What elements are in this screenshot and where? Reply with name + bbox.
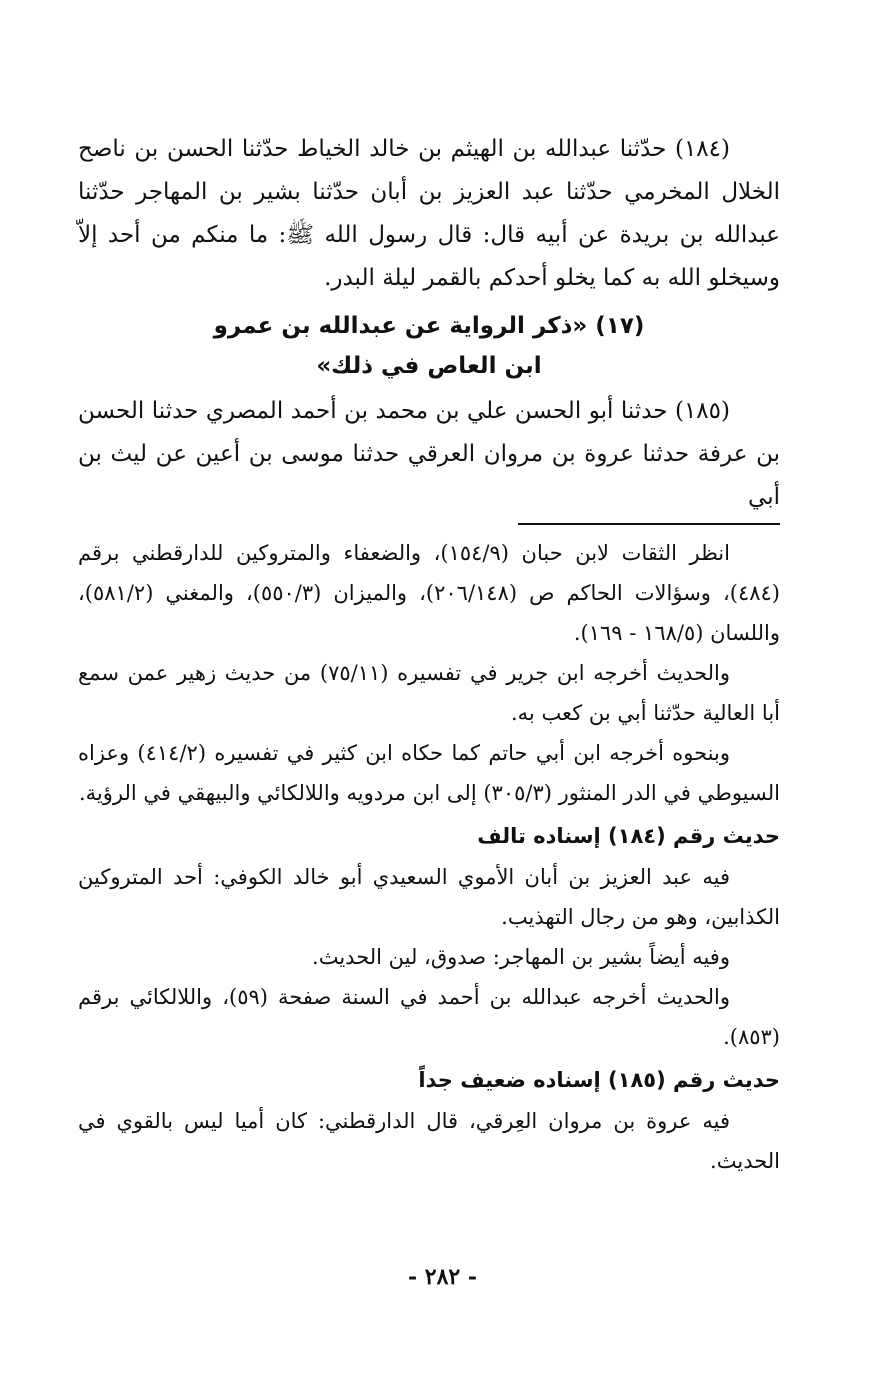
- grading-184-narrator-1: فيه عبد العزيز بن أبان الأموي السعيدي أبو خالد الكوفي: أحد المتروكين الكذابين، وهو من رجال التهذيب.: [78, 865, 780, 929]
- hadith-184-text: (١٨٤) حدّثنا عبدالله بن الهيثم بن خالد الخياط حدّثنا الحسن بن ناصح الخلال المخرمي حدّثنا عبد العزيز بن أبان حدّثنا بشير بن المهاجر حدّثنا عبدالله بن بريدة عن أبيه قال: قال رسول الله ﷺ: ما منكم من أحد إلاّ وسيخلو الله به كما يخلو أحدكم بالقمر ليلة البدر.: [78, 136, 780, 291]
- footnote-references: انظر الثقات لابن حبان (١٥٤/٩)، والضعفاء والمتروكين للدارقطني برقم (٤٨٤)، وسؤالات الحاكم ص (٢٠٦/١٤٨)، والميزان (٥٥٠/٣)، والمغني (٥٨١/٢)، واللسان (١٦٨/٥ - ١٦٩).: [78, 541, 780, 645]
- grading-184-sources: والحديث أخرجه عبدالله بن أحمد في السنة صفحة (٥٩)، واللالكائي برقم (٨٥٣).: [78, 985, 780, 1049]
- page-body: [78, 128, 780, 1181]
- grading-heading-185: حديث رقم (١٨٥) إسناده ضعيف جداً: [418, 1068, 780, 1092]
- section-heading-line-2: ابن العاص في ذلك»: [316, 353, 542, 379]
- hadith-185-text: (١٨٥) حدثنا أبو الحسن علي بن محمد بن أحمد المصري حدثنا الحسن بن عرفة حدثنا عروة بن مروان العرقي حدثنا موسى بن أعين عن ليث بن أبي: [78, 398, 780, 510]
- section-heading: [78, 306, 780, 386]
- footnote-ibn-jarir: والحديث أخرجه ابن جرير في تفسيره (٧٥/١١) من حديث زهير عمن سمع أبا العالية حدّثنا أبي بن كعب به.: [78, 661, 780, 725]
- grading-184-narrator-2: وفيه أيضاً بشير بن المهاجر: صدوق، لين الحديث.: [312, 945, 730, 969]
- footnote-divider: [518, 523, 780, 525]
- section-heading-line-1: (١٧) «ذكر الرواية عن عبدالله بن عمرو: [213, 313, 645, 339]
- grading-185-narrator: فيه عروة بن مروان العِرقي، قال الدارقطني: كان أميا ليس بالقوي في الحديث.: [78, 1109, 780, 1173]
- page-number: - ٢٨٢ -: [407, 1264, 478, 1290]
- grading-heading-184: حديث رقم (١٨٤) إسناده تالف: [477, 824, 780, 848]
- footnote-ibn-abi-hatim: وبنحوه أخرجه ابن أبي حاتم كما حكاه ابن كثير في تفسيره (٤١٤/٢) وعزاه السيوطي في الدر المنثور (٣٠٥/٣) إلى ابن مردويه واللالكائي والبيهقي في الرؤية.: [78, 741, 780, 805]
